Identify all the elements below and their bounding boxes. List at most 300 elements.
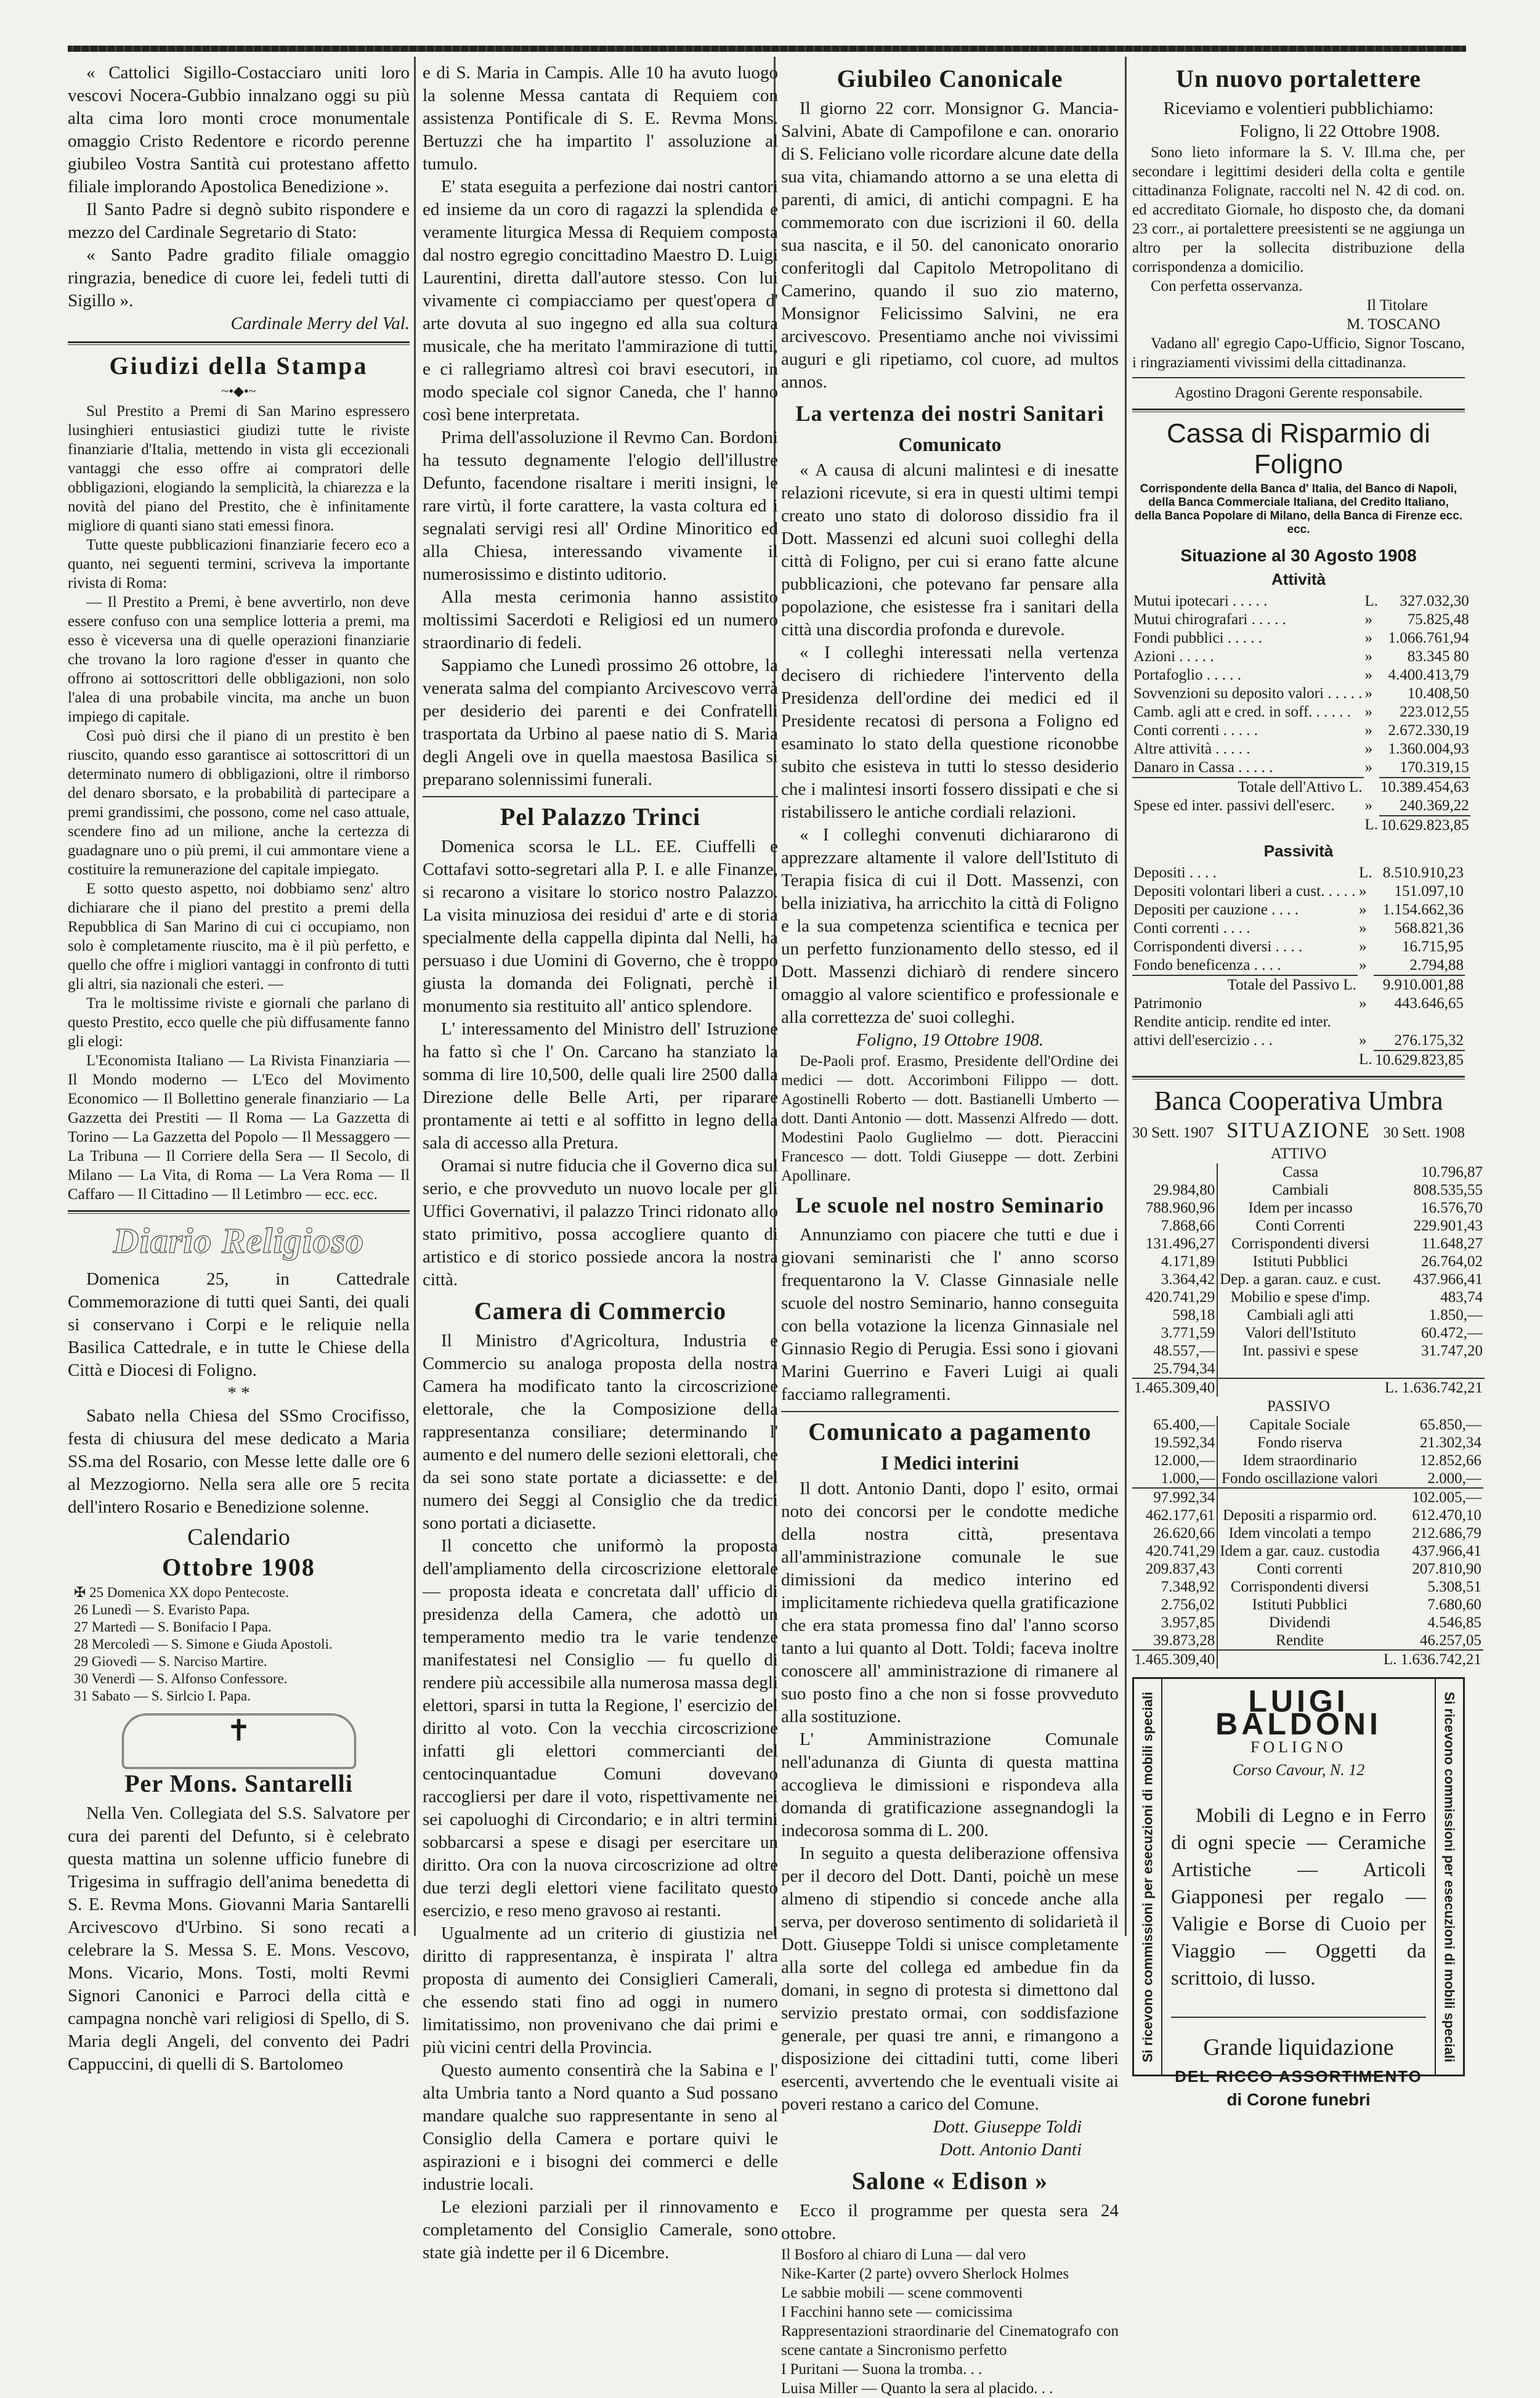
table-cell-unit: » [1364, 759, 1372, 776]
table-row [1132, 1524, 1483, 1542]
table-cell-label: Idem vincolati a tempo [1228, 1525, 1371, 1542]
section-rule [68, 341, 410, 345]
table-cell-unit: » [1364, 685, 1372, 702]
table-cell-1908: 11.648,27 [1421, 1235, 1483, 1252]
vertenza-paragraph: « I colleghi convenuti dichiararono di apprezzare altamente il valore dell'Istituto di Terapia fisica di cui il Dott. Massenzi, con bella iniziativa, ha arricchito la città di Foligno e la sua competenza scientifica e tecnica per un perfetto funzionamento dello stesso, ed il Dott. Massenzi dichiarò di rendere sincero omaggio al valore scientifico e professionale e alla correttezza de' suoi colleghi. [781, 825, 1119, 1027]
table-cell-unit: L. [1358, 1051, 1372, 1068]
table-row [1132, 994, 1465, 1013]
table-cell-1908: 612.470,10 [1412, 1507, 1481, 1524]
ad-assortment: DEL RICCO ASSORTIMENTO [1175, 2067, 1422, 2086]
bcu-situazione: SITUAZIONE [1226, 1118, 1371, 1142]
table-row [1132, 685, 1470, 703]
column-3 [781, 62, 1119, 2397]
commercio-paragraph: Questo aumento consentirà che la Sabina e l' alta Umbria tanto a Nord quanto a Sud possano mandare qualche suo rappresentante in seno al Consiglio della Camera e portare quivi le aspirazioni e i bisogni dei commerci e delle industrie locali. [423, 2060, 778, 2194]
table-row [1132, 703, 1470, 721]
table-cell-label [1217, 1488, 1382, 1506]
table-cell-unit: » [1358, 1032, 1367, 1049]
ad-shop-name: LUIGI BALDONI [1215, 1684, 1382, 1741]
column-4 [1132, 62, 1483, 2109]
table-cell-label: Corrispondenti diversi [1230, 1579, 1369, 1595]
table-cell-1907: 788.960,96 [1132, 1199, 1217, 1217]
table-cell-1907: 29.984,80 [1132, 1181, 1217, 1199]
table-row [1132, 975, 1465, 994]
bcu-date-right: 30 Sett. 1908 [1383, 1124, 1465, 1141]
table-row [1132, 721, 1470, 740]
table-cell-1908: 207.810,90 [1412, 1561, 1481, 1577]
table-row [1132, 611, 1470, 629]
table-row [1132, 666, 1470, 685]
cassa-subtitle: della Banca Commerciale Italiana, del Credito Italiano, [1148, 496, 1449, 509]
table-row [1132, 1452, 1483, 1469]
trinci-paragraph: L' interessamento del Ministro dell' Istruzione ha fatto sì che l' On. Carcano ha stanziato la somma di lire 10,500, delle quali lire 2500 dalla Direzione delle Belle Arti, per riparare prontamente ai tetti e al soffitto in legno della sala di accesso alla Pretura. [423, 1019, 778, 1153]
table-cell-unit: L. [1364, 593, 1379, 609]
table-cell-label: Capitale Sociale [1249, 1416, 1350, 1433]
seminario-title: Le scuole nel nostro Seminario [795, 1193, 1104, 1217]
vertenza-paragraph: « I colleghi interessati nella vertenza decisero di richiedere l'intervento della Presidenza dell'ordine dei medici ed il Presidente recatosi di persona a Foligno ed esaminato lo stato della questione riconobbe subito che esisteva in tutti lo stesso desiderio che i malintesi insorti fossero dissipati e che si ristabilissero le antiche cordiali relazioni. [781, 643, 1119, 822]
table-cell-1907: 19.592,34 [1132, 1434, 1217, 1452]
edison-program-item: Le sabbie mobili — scene commoventi [781, 2285, 1023, 2301]
table-cell-unit: » [1364, 611, 1372, 628]
santarelli-paragraph: Nella Ven. Collegiata del S.S. Salvatore per cura dei parenti del Defunto, si è celebrato questa mattina un solenne ufficio funebre di Trigesima in suffragio dell'anima benedetta di S. E. Revma Mons. Giovanni Maria Santarelli Arcivescovo d'Urbino. Si sono recati a celebrare la S. Messa S. E. Mons. Vescovo, Mons. Vicario, Mons. Tosti, molti Revmi Signori Canonici e Parroci della città e campagna nonchè vari religiosi di Spello, di S. Maria degli Angeli, del convento dei Padri Cappuccini, di quelli di S. Bartolomeo [68, 1803, 410, 2074]
table-cell-value: 151.097,10 [1394, 883, 1464, 900]
table-cell-1907: 1.465.309,40 [1132, 1650, 1217, 1668]
table-cell-unit: » [1364, 797, 1372, 814]
table-cell-1908: 12.852,66 [1419, 1452, 1481, 1469]
table-cell-unit: » [1364, 667, 1372, 683]
bcu-date-left: 30 Sett. 1907 [1132, 1124, 1214, 1141]
column-2 [423, 62, 778, 2262]
santarelli-paragraph: e di S. Maria in Campis. Alle 10 ha avuto luogo la solenne Messa cantata di Requiem con assistenza Pontificale di S. E. Revma Mons. Bertuzzi che ha impartito l' assoluzione al tumulo. [423, 63, 778, 174]
giudizi-paragraph: E sotto questo aspetto, noi dobbiamo senz' altro dichiarare che il piano del prestito a premi della Repubblica di San Marino di cui ci occupiamo, non solo è completamente riuscito, ma è il più perfetto, e quello che offre i migliori vantaggi in confronto di tutti gli altri, sia nazionali che esteri. — [68, 880, 410, 993]
table-row [1132, 1306, 1485, 1324]
table-cell-1907: 462.177,61 [1132, 1506, 1217, 1524]
table-cell-1907: 131.496,27 [1132, 1235, 1217, 1253]
calendar-row: 29 Giovedì — S. Narciso Martire. [74, 1654, 267, 1669]
ad-side-text: Si ricevono commissioni per esecuzioni di mobili speciali [1435, 1679, 1463, 2075]
edison-program-item: Il Bosforo al chiaro di Luna — dal vero [781, 2246, 1026, 2263]
table-row [1132, 882, 1465, 901]
cassa-situation: Situazione al 30 Agosto 1908 [1180, 546, 1417, 565]
table-cell-1908: 65.850,— [1419, 1416, 1481, 1433]
table-cell-1907: 26.620,66 [1132, 1524, 1217, 1542]
giudizi-paragraph: L'Economista Italiano — La Rivista Finanziaria — Il Mondo moderno — L'Eco del Movimento Economico — Il Bollettino generale finanziario — La Gazzetta dei Prestiti — Il Roma — La Gazzetta di Torino — La Gazzetta del Popolo — Il Messaggero — La Tribuna — Il Corriere della Sera — Il Secolo, di Milano — La Vita, di Roma — La Vera Roma — Il Caffaro — Il Cittadino — Il Letimbro — ecc. ecc. [68, 1052, 410, 1203]
giudizi-paragraph: — Il Prestito a Premi, è bene avvertirlo, non deve essere confuso con una semplice lotteria a premi, ma esso è viceversa una di quelle operazioni finanziarie che trovano la loro ragione d'esser in quanto che offrono ai sottoscrittori delle obbligazioni, non solo l'alea di una probabile vincita, ma anche un buon impiego di capitale. [68, 594, 410, 725]
table-row [1132, 740, 1470, 758]
table-cell-unit: » [1358, 920, 1367, 937]
table-row [1132, 592, 1470, 611]
table-cell-label: Altre attività . . . . . [1133, 741, 1250, 757]
section-rule [781, 1411, 1119, 1412]
table-row [1132, 1181, 1485, 1199]
table-row [1132, 648, 1470, 666]
commercio-paragraph: Ugualmente ad un criterio di giustizia nel diritto di rappresentanza, è inspirata l' altra proposta di aumento dei Consiglieri Camerali, che essendo stati fino ad oggi in numero limitatissimo, non provenivano che dai primi e più vicini centri della Provincia. [423, 1924, 778, 2057]
portalettere-paragraph: Sono lieto informare la S. V. Ill.ma che, per secondare i legittimi desideri della colta e gentile cittadinanza Folignate, raccolti nel N. 42 di cod. on. ed accreditato Giornale, ho disposto che, da domani 23 corr., ai portalettere preesistenti se ne aggiunga un altro per la sollecita distribuzione della corrispondenza a domicilio. [1132, 144, 1465, 275]
commercio-paragraph: Il Ministro d'Agricoltura, Industria e Commercio su analoga proposta della nostra Camera ha modificato tanto la circoscrizione elettorale, che la Composizione della rappresentanza consiliare; determinando l' aumento e del numero delle sezioni elettorali, che da sei sono state portate a diciassette: e del numero dei Seggi al Consiglio che da tredici sono portati a diciasette. [423, 1331, 778, 1533]
cassa-title: Cassa di Risparmio di Foligno [1167, 418, 1430, 479]
diario-paragraph: Domenica 25, in Cattedrale Commemorazione di tutti quei Santi, dei quali si conservano i Corpi e le reliquie nella Basilica Cattedrale, e in tutte le Chiese della Città e Diocesi di Foligno. [68, 1269, 410, 1380]
table-cell-label: Cassa [1282, 1164, 1319, 1181]
calendar-row: 30 Venerdì — S. Alfonso Confessore. [74, 1671, 288, 1686]
table-row [1132, 1506, 1483, 1524]
table-cell-value: 9.910.001,88 [1374, 975, 1465, 994]
table-cell-value: 10.629.823,85 [1380, 817, 1469, 834]
bcu-passivo-heading: PASSIVO [1267, 1398, 1330, 1415]
table-cell-1908: 21.302,34 [1419, 1434, 1481, 1451]
table-cell-1908: 229.901,43 [1413, 1217, 1483, 1234]
ad-headline: Grande liquidazione [1171, 2017, 1426, 2059]
table-cell-1907: 7.348,92 [1132, 1578, 1217, 1596]
table-row [1132, 1560, 1483, 1578]
table-cell-label: Idem per incasso [1248, 1200, 1353, 1216]
edison-program-item: Luisa Miller — Quanto la sera al placido. . . [781, 2380, 1053, 2397]
table-cell-label: Dividendi [1269, 1614, 1331, 1631]
table-cell-value: 276.175,32 [1394, 1032, 1464, 1049]
table-row [1132, 758, 1470, 778]
cassa-passivita-table [1132, 864, 1465, 1070]
table-cell-value: 8.510.910,23 [1382, 864, 1464, 881]
trinci-paragraph: Oramai si nutre fiducia che il Governo dica sul serio, e che provveduto un nuovo locale per gli Uffici Governativi, il palazzo Trinci ridonato allo stato primitivo, possa accogliere quanto di artistico e di storico possiede ancora la nostra città. [423, 1156, 778, 1290]
table-row [1132, 864, 1465, 882]
table-cell-value: 170.319,15 [1400, 759, 1469, 776]
edison-program-item: Nike-Karter (2 parte) ovvero Sherlock Holmes [781, 2266, 1069, 2282]
table-row [1132, 1288, 1485, 1306]
table-cell-label: Conti correnti . . . . . [1133, 722, 1258, 739]
trinci-title: Pel Palazzo Trinci [500, 803, 701, 831]
table-cell-label: Istituti Pubblici [1252, 1596, 1348, 1613]
table-cell-label: Corrispondenti diversi [1231, 1235, 1370, 1252]
table-cell-unit: » [1364, 648, 1372, 665]
vertenza-paragraph: « A causa di alcuni malintesi e di inesatte relazioni ricevute, si era in questi ultimi tempi creato uno stato di doloroso dissidio fra il Dott. Massenzi ed alcuni suoi colleghi della città di Foligno, per cui si erano fatte alcune pubblicazioni, che potevano far pensare alla popolazione, che esistesse fra i sanitari della città una discordia profonda e durevole. [781, 460, 1119, 640]
table-cell-unit: » [1364, 741, 1372, 757]
calendar-row: 31 Sabato — S. Sirlcio I. Papa. [74, 1688, 251, 1704]
table-cell-unit: L. [1358, 864, 1372, 881]
table-cell-label: Idem straordinario [1242, 1452, 1357, 1469]
giubileo-title: Giubileo Canonicale [837, 65, 1063, 92]
table-cell-1907 [1132, 1163, 1217, 1181]
table-row [1132, 956, 1465, 975]
santarelli-paragraph: Sappiamo che Lunedì prossimo 26 ottobre, la venerata salma del compianto Arcivescovo verrà per desiderio dei parenti e dei Confratelli trasportata da Urbino al paese natio di S. Maria degli Angeli ove in quella maestosa Basilica si preparano solennissimi funerali. [423, 656, 778, 789]
table-cell-1907: 598,18 [1132, 1306, 1217, 1324]
edison-program-item: I Puritani — Suona la tromba. . . [781, 2361, 983, 2378]
ad-wreaths: di Corone funebri [1226, 2090, 1371, 2109]
table-cell-label: Totale dell'Attivo L. [1132, 778, 1364, 797]
table-cell-unit: » [1358, 883, 1367, 900]
table-row [1132, 1051, 1465, 1070]
calendar-month: Ottobre 1908 [162, 1553, 315, 1581]
table-row [1132, 1324, 1485, 1342]
edison-title: Salone « Edison » [851, 2167, 1048, 2195]
table-cell-1908: L. 1.636.742,21 [1382, 1650, 1483, 1668]
table-cell-1907: 1.000,— [1132, 1469, 1217, 1488]
table-cell-1908: 26.764,02 [1420, 1253, 1483, 1270]
table-cell-1908: 437.966,41 [1412, 1543, 1481, 1559]
vertenza-subtitle: Comunicato [898, 433, 1002, 455]
table-cell-label: Azioni . . . . . [1133, 648, 1214, 665]
table-cell-value: 2.672.330,19 [1388, 722, 1469, 739]
table-cell-1907: 97.992,34 [1132, 1488, 1217, 1506]
table-cell-1908: 31.747,20 [1420, 1343, 1483, 1359]
table-row [1132, 1013, 1465, 1031]
table-cell-label: Depositi . . . . [1133, 864, 1217, 881]
table-cell-value: 240.369,22 [1400, 797, 1469, 814]
calendar-title: Calendario [187, 1524, 290, 1550]
section-rule [1132, 408, 1465, 412]
edison-program-item: Rappresentazioni straordinarie del Cinematografo con scene cantate a Sincronismo perfetto [781, 2323, 1119, 2359]
table-cell-unit: » [1364, 722, 1372, 739]
table-cell-unit: » [1364, 704, 1372, 720]
table-row [1132, 938, 1465, 956]
table-cell-label: Int. passivi e spese [1242, 1343, 1358, 1359]
giudizi-paragraph: Sul Prestito a Premi di San Marino espressero lusinghieri entusiastici giudizi tutte le riviste finanziarie d'Italia, mettendo in vista gli eccezionali vantaggi che esso offre ai compratori delle obbligazioni, elogiando la semplicità, la chiarezza e la novità del piano del Prestito, che è infinitamente migliore di quanti siano stati emessi finora. [68, 403, 410, 534]
table-cell-value: 1.154.662,36 [1382, 901, 1464, 918]
table-cell-label: Conti Correnti [1255, 1217, 1345, 1234]
comunicato-paragraph: In seguito a questa deliberazione offensiva per il decoro del Dott. Danti, poichè un mese almeno di stipendio si concede anche alla serva, per doveroso sentimento di solidarietà il Dott. Giuseppe Toldi si unisce completamente alla sorte del collega ed ambedue fin da domani, in segno di protesta si dimettono dal servizio prestato ormai, con soddisfazione generale, per quasi tre anni, e rimangono a disposizione dei cittadini tutti, come liberi esercenti, avvertendo che le eventuali visite ai poveri restano a carico del Comune. [781, 1843, 1119, 2114]
table-cell-label: Patrimonio [1133, 995, 1202, 1012]
table-row [1132, 1614, 1483, 1632]
calendar-row: ✠ 25 Domenica XX dopo Pentecoste. [74, 1585, 289, 1600]
table-cell-label: Portafoglio . . . . . [1133, 667, 1241, 683]
table-cell-label: Depositi volontari liberi a cust. . . . . [1133, 883, 1356, 900]
table-cell-unit [1358, 975, 1374, 994]
table-row [1132, 778, 1470, 797]
table-row [1132, 1217, 1485, 1235]
table-cell-1908: 102.005,— [1382, 1488, 1483, 1506]
table-cell-value: 1.360.004,93 [1388, 741, 1469, 757]
giudizi-paragraph: Così può dirsi che il piano di un prestito è ben riuscito, quando esso garantisce ai sottoscrittori di un determinato numero di obbligazioni, oltre il rimborso del denaro sborsato, e la probabilità di partecipare a premi grandissimi, che possono, come nel caso attuale, scendere fino ad un milione, anche la certezza di guadagnare uno o più premi, il cui ammontare viene a costituire la remunerazione del capitale impiegato. [68, 728, 410, 878]
commercio-paragraph: Il concetto che uniformò la proposta dell'ampliamento della circoscrizione elettorale — proposta ideata e concretata dall' ufficio di presidenza della Camera, che adottò un temperamento medio tra le varie tendenze manifestatesi nel Consiglio — fu quello di rendere più accessibile alla numerosa massa degli elettori, sparsi in tutta la Regione, l' esercizio del diritto al voto. Con la vecchia circoscrizione infatti gli elettori commercianti del centocinquantadue Comuni dovevano raccogliersi per dare il voto, rispettivamente nei sei capoluoghi di Circondario; e in altri termini sobbarcarsi a spese e disagi per esercitare un diritto. Ora con la nuova circoscrizione ad oltre due terzi degli elettori viene facilitato questo esercizio, e reso meno gravoso ai restanti. [423, 1536, 778, 1920]
table-cell-label: Istituti Pubblici [1252, 1253, 1348, 1270]
edison-intro: Ecco il programme per questa sera 24 ottobre. [781, 2201, 1119, 2243]
table-cell-1907: 7.868,66 [1132, 1217, 1217, 1235]
table-cell-label: Conti correnti [1257, 1561, 1343, 1577]
section-rule [1132, 377, 1465, 378]
table-cell-unit: » [1364, 630, 1372, 646]
table-cell-1908: L. 1.636.742,21 [1383, 1378, 1485, 1397]
table-cell-label: Fondo beneficenza . . . . [1133, 957, 1281, 973]
table-cell-1907: 48.557,— [1132, 1342, 1217, 1360]
portalettere-intro: Riceviamo e volentieri pubblichiamo: [1163, 99, 1434, 118]
table-cell-1907: 2.756,02 [1132, 1596, 1217, 1614]
table-cell-1908: 483,74 [1440, 1289, 1483, 1306]
table-cell-label: Cambiali agli atti [1247, 1307, 1354, 1323]
section-rule [1132, 1076, 1465, 1079]
table-cell-label: Cambiali [1272, 1182, 1329, 1198]
table-cell-unit: » [1358, 901, 1367, 918]
necrology-ornament-icon: ✝ [122, 1713, 356, 1769]
vertenza-signatures: De-Paoli prof. Erasmo, Presidente dell'Ordine dei medici — dott. Accorimboni Filippo — dott. Agostinelli Roberto — dott. Bastianelli Umberto — dott. Danti Antonio — dott. Massenzi Alfredo — dott. Modestini Paolo Guglielmo — dott. Pieraccini Francesco — dott. Toldi Giuseppe — dott. Zerbini Apollinare. [781, 1053, 1119, 1184]
table-row [1132, 1253, 1485, 1270]
separator-stars: * * [227, 1383, 250, 1403]
table-row [1132, 1434, 1483, 1452]
calendar-row: 28 Mercoledì — S. Simone e Giuda Apostoli. [74, 1636, 333, 1652]
portalettere-signer-role: Il Titolare [1366, 297, 1428, 314]
table-cell-unit: L. [1364, 816, 1379, 833]
table-cell-label: attivi dell'esercizio . . . [1133, 1032, 1273, 1049]
santarelli-paragraph: Prima dell'assoluzione il Revmo Can. Bordoni ha tessuto degnamente l'elogio dell'illustre Defunto, facendone risaltare i meriti insigni, le rare virtù, il forte carattere, la vasta coltura ed i segnalati servigi resi all' Ordine Minoritico ed alla Chiesa, interessando vivamente il numerosissimo e distinto uditorio. [423, 428, 778, 584]
table-cell-1908: 60.472,— [1420, 1325, 1483, 1341]
telegram-signature: Cardinale Merry del Val. [230, 314, 410, 333]
table-cell-label [1217, 1360, 1383, 1378]
bcu-passivo-table [1132, 1416, 1483, 1668]
table-cell-value: 83.345 80 [1407, 648, 1469, 665]
table-cell-1908: 437.966,41 [1413, 1271, 1483, 1288]
table-cell-1908: 16.576,70 [1420, 1200, 1483, 1216]
table-cell-1907: 12.000,— [1132, 1452, 1217, 1469]
table-cell-unit: » [1358, 957, 1367, 973]
table-cell-label: Mutui ipotecari . . . . . [1133, 593, 1268, 609]
masthead-rule [68, 46, 1466, 52]
column-divider [414, 57, 416, 1936]
table-cell-label [1132, 816, 1364, 835]
ad-body [1171, 1684, 1426, 2109]
table-cell-label: Danaro in Cassa . . . . . [1133, 759, 1273, 776]
section-rule [423, 796, 778, 797]
table-cell-1907: 25.794,34 [1132, 1360, 1217, 1378]
table-cell-value: 16.715,95 [1402, 938, 1464, 955]
table-cell-unit: » [1358, 995, 1367, 1012]
table-cell-1907: 1.465.309,40 [1132, 1378, 1217, 1397]
table-row [1132, 1596, 1483, 1614]
comunicato-title: Comunicato a pagamento [808, 1418, 1092, 1445]
table-cell-unit [1358, 1013, 1374, 1031]
table-cell-value: 10.408,50 [1407, 685, 1469, 702]
commercio-paragraph: Le elezioni parziali per il rinnovamento e completamento del Consiglio Camerale, sono state già indette per il 6 Dicembre. [423, 2197, 778, 2262]
table-cell-label: Rendite [1276, 1632, 1324, 1649]
table-row [1132, 629, 1470, 648]
commercio-title: Camera di Commercio [474, 1297, 727, 1325]
portalettere-closing: Con perfetta osservanza. [1151, 278, 1303, 295]
portalettere-reply: Vadano all' egregio Capo-Ufficio, Signor Toscano, i ringraziamenti vivissimi della cittadinanza. [1132, 335, 1465, 371]
table-row [1132, 1378, 1485, 1397]
cassa-passivita-heading: Passività [1263, 842, 1334, 860]
table-cell-label [1217, 1650, 1382, 1668]
table-cell-label: Camb. agli att e cred. in soff. . . . . . [1133, 704, 1351, 720]
portalettere-date: Foligno, li 22 Ottobre 1908. [1239, 121, 1440, 141]
giudizi-paragraph: Tutte queste pubblicazioni finanziarie fecero eco a quanto, nei seguenti termini, scriveva la importante rivista di Roma: [68, 537, 410, 591]
table-cell-1907: 3.364,42 [1132, 1270, 1217, 1288]
table-cell-unit [1364, 778, 1380, 797]
table-cell-value: 1.066.761,94 [1388, 630, 1469, 646]
table-cell-label: Mobilio e spese d'imp. [1230, 1289, 1371, 1306]
table-row [1132, 1163, 1485, 1181]
table-row [1132, 919, 1465, 938]
table-cell-value: 568.821,36 [1394, 920, 1464, 937]
table-cell-value: 2.794,88 [1409, 957, 1464, 973]
table-row [1132, 1469, 1483, 1488]
table-cell-1908: 7.680,60 [1427, 1596, 1481, 1613]
table-row [1132, 901, 1465, 919]
portalettere-signer-name: M. TOSCANO [1347, 316, 1440, 333]
table-cell-label: Dep. a garan. cauz. e cust. [1220, 1271, 1381, 1288]
column-1 [68, 62, 410, 2074]
ad-city: FOLIGNO [1250, 1738, 1347, 1756]
telegram-text: « Santo Padre gradito filiale omaggio ringrazia, benedice di cuore lei, fedeli tutti di Sigillo ». [68, 245, 410, 311]
table-cell-label: Fondi pubblici . . . . . [1133, 630, 1263, 646]
table-cell-label: Depositi per cauzione . . . . [1133, 901, 1299, 918]
table-cell-1907: 420.741,29 [1132, 1288, 1217, 1306]
table-cell-value: 4.400.413,79 [1388, 667, 1469, 683]
table-cell-value [1374, 1013, 1465, 1031]
table-cell-label [1217, 1378, 1383, 1397]
cassa-subtitle: Corrispondente della Banca d' Italia, del Banco di Napoli, [1140, 482, 1457, 495]
table-cell-label: Corrispondenti diversi . . . . [1133, 938, 1303, 955]
table-row [1132, 1632, 1483, 1650]
table-cell-1908: 808.535,55 [1413, 1182, 1483, 1198]
table-row [1132, 1360, 1485, 1378]
table-cell-unit: » [1358, 938, 1367, 955]
giubileo-paragraph: Il giorno 22 corr. Monsignor G. Mancia-Salvini, Abate di Campofilone e can. onorario di S. Feliciano volle ricordare alcune date della sua vita, chiamando attorno a se una eletta di parenti, di amici, di antichi compagni. E ha commemorato con due iscrizioni il 60. della sua nascita, e il 50. del canonicato onorario conferitogli dal Capitolo Metropolitano di Camerino, quando il suo zio materno, Monsignor Felicissimo Salvini, ne era arcivescovo. Presentiamo anche noi vivissimi auguri e gli ripetiamo, col cuore, ad multos annos. [781, 99, 1119, 392]
comunicato-paragraph: L' Amministrazione Comunale nell'adunanza di Giunta di questa mattina accoglieva le dimissioni e rispondeva alla domanda di gratificazione assegnandogli la indecorosa somma di L. 200. [781, 1729, 1119, 1840]
table-cell-label: Mutui chirografari . . . . . [1133, 611, 1286, 628]
santarelli-title: Per Mons. Santarelli [124, 1770, 353, 1797]
table-cell-label: Fondo riserva [1257, 1434, 1343, 1451]
table-cell-1907: 39.873,28 [1132, 1632, 1217, 1650]
bcu-attivo-heading: ATTIVO [1270, 1145, 1327, 1162]
telegram-text: Il Santo Padre si degnò subito rispondere e mezzo del Cardinale Segretario di Stato: [68, 200, 410, 242]
table-cell-label [1132, 1051, 1358, 1070]
comunicato-signature: Dott. Giuseppe Toldi [933, 2117, 1082, 2137]
table-cell-1907: 4.171,89 [1132, 1253, 1217, 1270]
table-row [1132, 816, 1470, 835]
trinci-paragraph: Domenica scorsa le LL. EE. Ciuffelli e Cottafavi sotto-segretari alla P. I. e alle Finanze, si recarono a visitare lo storico nostro Palazzo. La visita minuziosa dei residui d' arte e di storia specialmente della cappella dipinta dal Nelli, ha persuaso i due Uomini di Governo, che è troppo giusta la domanda dei Folignati, perchè il monumento sia restituito all' antico splendore. [423, 837, 778, 1016]
table-row [1132, 1270, 1485, 1288]
table-cell-label: Spese ed inter. passivi dell'eserc. [1133, 797, 1335, 814]
table-cell-label: Depositi a risparmio ord. [1223, 1507, 1377, 1524]
table-cell-label: Sovvenzioni su deposito valori . . . . . [1133, 685, 1363, 702]
table-cell-1907: 3.771,59 [1132, 1324, 1217, 1342]
comunicato-signature: Dott. Antonio Danti [939, 2140, 1082, 2160]
table-cell-label: Rendite anticip. rendite ed inter. [1133, 1014, 1331, 1030]
table-cell-1908: 10.796,87 [1420, 1164, 1483, 1181]
table-row [1132, 1235, 1485, 1253]
giudizi-title: Giudizi della Stampa [109, 352, 368, 380]
cassa-subtitle: della Banca Popolare di Milano, della Banca di Firenze ecc. ecc. [1134, 510, 1463, 536]
cassa-attivita-heading: Attività [1271, 570, 1326, 588]
baldoni-advertisement [1132, 1677, 1465, 2109]
seminario-paragraph: Annunziamo con piacere che tutti e due i giovani seminaristi che l' anno scorso frequentarono la V. Classe Ginnasiale nelle scuole del nostro Seminario, hanno conseguita con bella votazione la licenza Ginnasiale nel Ginnasio Regio di Perugia. Essi sono i giovani Marini Guerrino e Faveri Luigi ai quali facciamo rallegramenti. [781, 1225, 1119, 1404]
table-cell-1908: 5.308,51 [1427, 1579, 1481, 1595]
diario-title: Diario Religioso [113, 1221, 365, 1261]
table-cell-1907: 65.400,— [1132, 1416, 1217, 1434]
table-row [1132, 1542, 1483, 1560]
edison-program-item: I Facchini hanno sete — comicissima [781, 2304, 1013, 2320]
calendar-row: 26 Lunedì — S. Evaristo Papa. [74, 1602, 250, 1617]
table-cell-1907: 209.837,43 [1132, 1560, 1217, 1578]
santarelli-paragraph: E' stata eseguita a perfezione dai nostri cantori ed insieme da un coro di ragazzi la splendida e veramente liturgica Messa di Requiem composta dal nostro egregio concittadino Maestro D. Luigi Laurentini, diretta dall'autore stesso. Con lui vivamente ci compiacciamo per quest'opera d' arte dovuta al suo ingegno ed alla sua coltura musicale, che ha meritato l'ammirazione di tutti, e ci rallegriamo altresì coi bravi esecutori, in modo speciale col signor Caneda, che l' hanno così bene interpretata. [423, 177, 778, 425]
cassa-attivita-table [1132, 592, 1470, 835]
table-cell-1908: 2.000,— [1427, 1470, 1481, 1487]
table-row [1132, 797, 1470, 816]
section-rule [68, 1210, 410, 1214]
table-cell-value: 75.825,48 [1407, 611, 1469, 628]
table-cell-label: Totale del Passivo L. [1132, 975, 1358, 994]
table-cell-label: Valori dell'Istituto [1244, 1325, 1356, 1341]
ad-address: Corso Cavour, N. 12 [1232, 1761, 1365, 1779]
table-row [1132, 1416, 1483, 1434]
giudizi-paragraph: Tra le moltissime riviste e giornali che parlano di questo Prestito, ecco quelle che più diffusamente fanno gli elogi: [68, 995, 410, 1050]
table-row [1132, 1488, 1483, 1506]
table-row [1132, 1578, 1483, 1596]
ad-side-text: Si ricevono commissioni per esecuzioni di mobili speciali [1134, 1679, 1162, 2075]
table-cell-value: 327.032,30 [1400, 593, 1469, 609]
comunicato-subtitle: I Medici interini [881, 1452, 1019, 1474]
table-cell-label: Fondo oscillazione valori [1221, 1470, 1379, 1487]
bcu-title: Banca Cooperativa Umbra [1154, 1086, 1443, 1116]
portalettere-title: Un nuovo portalettere [1176, 65, 1421, 92]
santarelli-paragraph: Alla mesta cerimonia hanno assistito moltissimi Sacerdoti e Religiosi ed un numero straordinario di fedeli. [423, 587, 778, 652]
table-cell-1908 [1383, 1360, 1485, 1378]
bcu-attivo-table [1132, 1163, 1485, 1397]
